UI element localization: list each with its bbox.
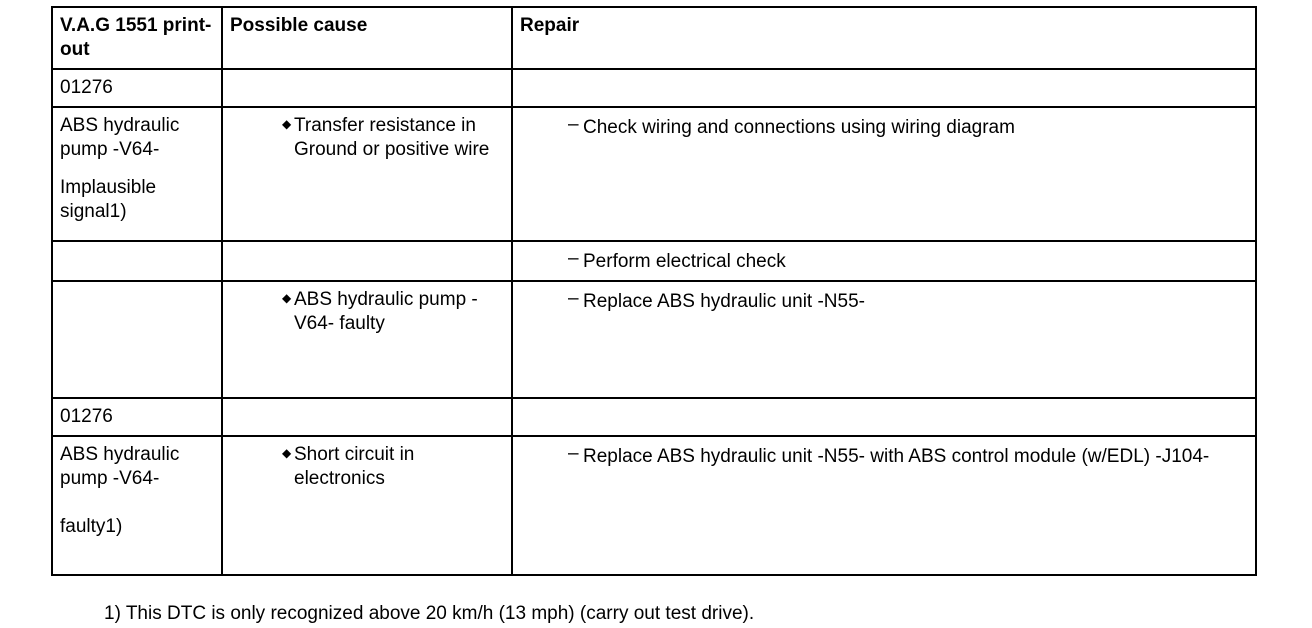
empty-cell (222, 69, 512, 107)
repair-item (520, 288, 1248, 314)
diamond-bullet-icon: ◆ (282, 291, 292, 305)
table-row (52, 436, 1256, 575)
cause-item (230, 288, 504, 336)
cause-text: ABS hydraulic pump -V64- faulty (294, 289, 478, 334)
cause-item (230, 443, 504, 491)
empty-cell (512, 398, 1256, 436)
empty-cell (512, 69, 1256, 107)
dash-bullet-icon: – (568, 114, 579, 135)
header-vag-printout: V.A.G 1551 print-out (52, 7, 222, 69)
dash-bullet-icon: – (568, 248, 579, 269)
cause-cell (222, 436, 512, 575)
dtc-code-cell: 01276 (52, 398, 222, 436)
repair-text: Perform electrical check (583, 251, 786, 272)
repair-item (520, 248, 1248, 274)
repair-text: Replace ABS hydraulic unit -N55- with ABS control module (w/EDL) -J104- (583, 446, 1210, 467)
cause-cell (222, 281, 512, 398)
repair-text: Replace ABS hydraulic unit -N55- (583, 291, 865, 312)
repair-item (520, 443, 1248, 469)
dtc-component-text: ABS hydraulic pump -V64- (60, 115, 180, 160)
table-row (52, 107, 1256, 241)
repair-text: Check wiring and connections using wiring diagram (583, 117, 1015, 138)
dtc-description-cell (52, 436, 222, 575)
dtc-component-text: ABS hydraulic pump -V64- (60, 444, 180, 489)
empty-cell (222, 241, 512, 281)
cause-text: Short circuit in electronics (294, 444, 415, 489)
table-header-row (52, 7, 1256, 69)
dtc-table (51, 6, 1257, 576)
repair-cell (512, 107, 1256, 241)
table-row (52, 69, 1256, 107)
diamond-bullet-icon: ◆ (282, 446, 292, 460)
header-possible-cause: Possible cause (222, 7, 512, 69)
repair-cell (512, 436, 1256, 575)
cause-cell (222, 107, 512, 241)
repair-cell (512, 281, 1256, 398)
repair-item (520, 114, 1248, 140)
diamond-bullet-icon: ◆ (282, 117, 292, 131)
repair-cell (512, 241, 1256, 281)
dtc-code-cell: 01276 (52, 69, 222, 107)
table-row (52, 281, 1256, 398)
empty-cell (222, 398, 512, 436)
dash-bullet-icon: – (568, 443, 579, 464)
footnote: 1) This DTC is only recognized above 20 km/h (13 mph) (carry out test drive). (104, 603, 755, 624)
cause-item (230, 114, 504, 162)
dtc-fault-text: Implausible signal1) (60, 177, 157, 222)
dash-bullet-icon: – (568, 288, 579, 309)
table-row (52, 241, 1256, 281)
empty-cell (52, 241, 222, 281)
cause-text: Transfer resistance in Ground or positive wire (294, 115, 490, 160)
spacer (60, 162, 214, 176)
spacer (60, 491, 214, 515)
empty-cell (52, 281, 222, 398)
table-row (52, 398, 1256, 436)
dtc-description-cell (52, 107, 222, 241)
dtc-fault-text: faulty1) (60, 516, 123, 537)
header-repair: Repair (512, 7, 1256, 69)
